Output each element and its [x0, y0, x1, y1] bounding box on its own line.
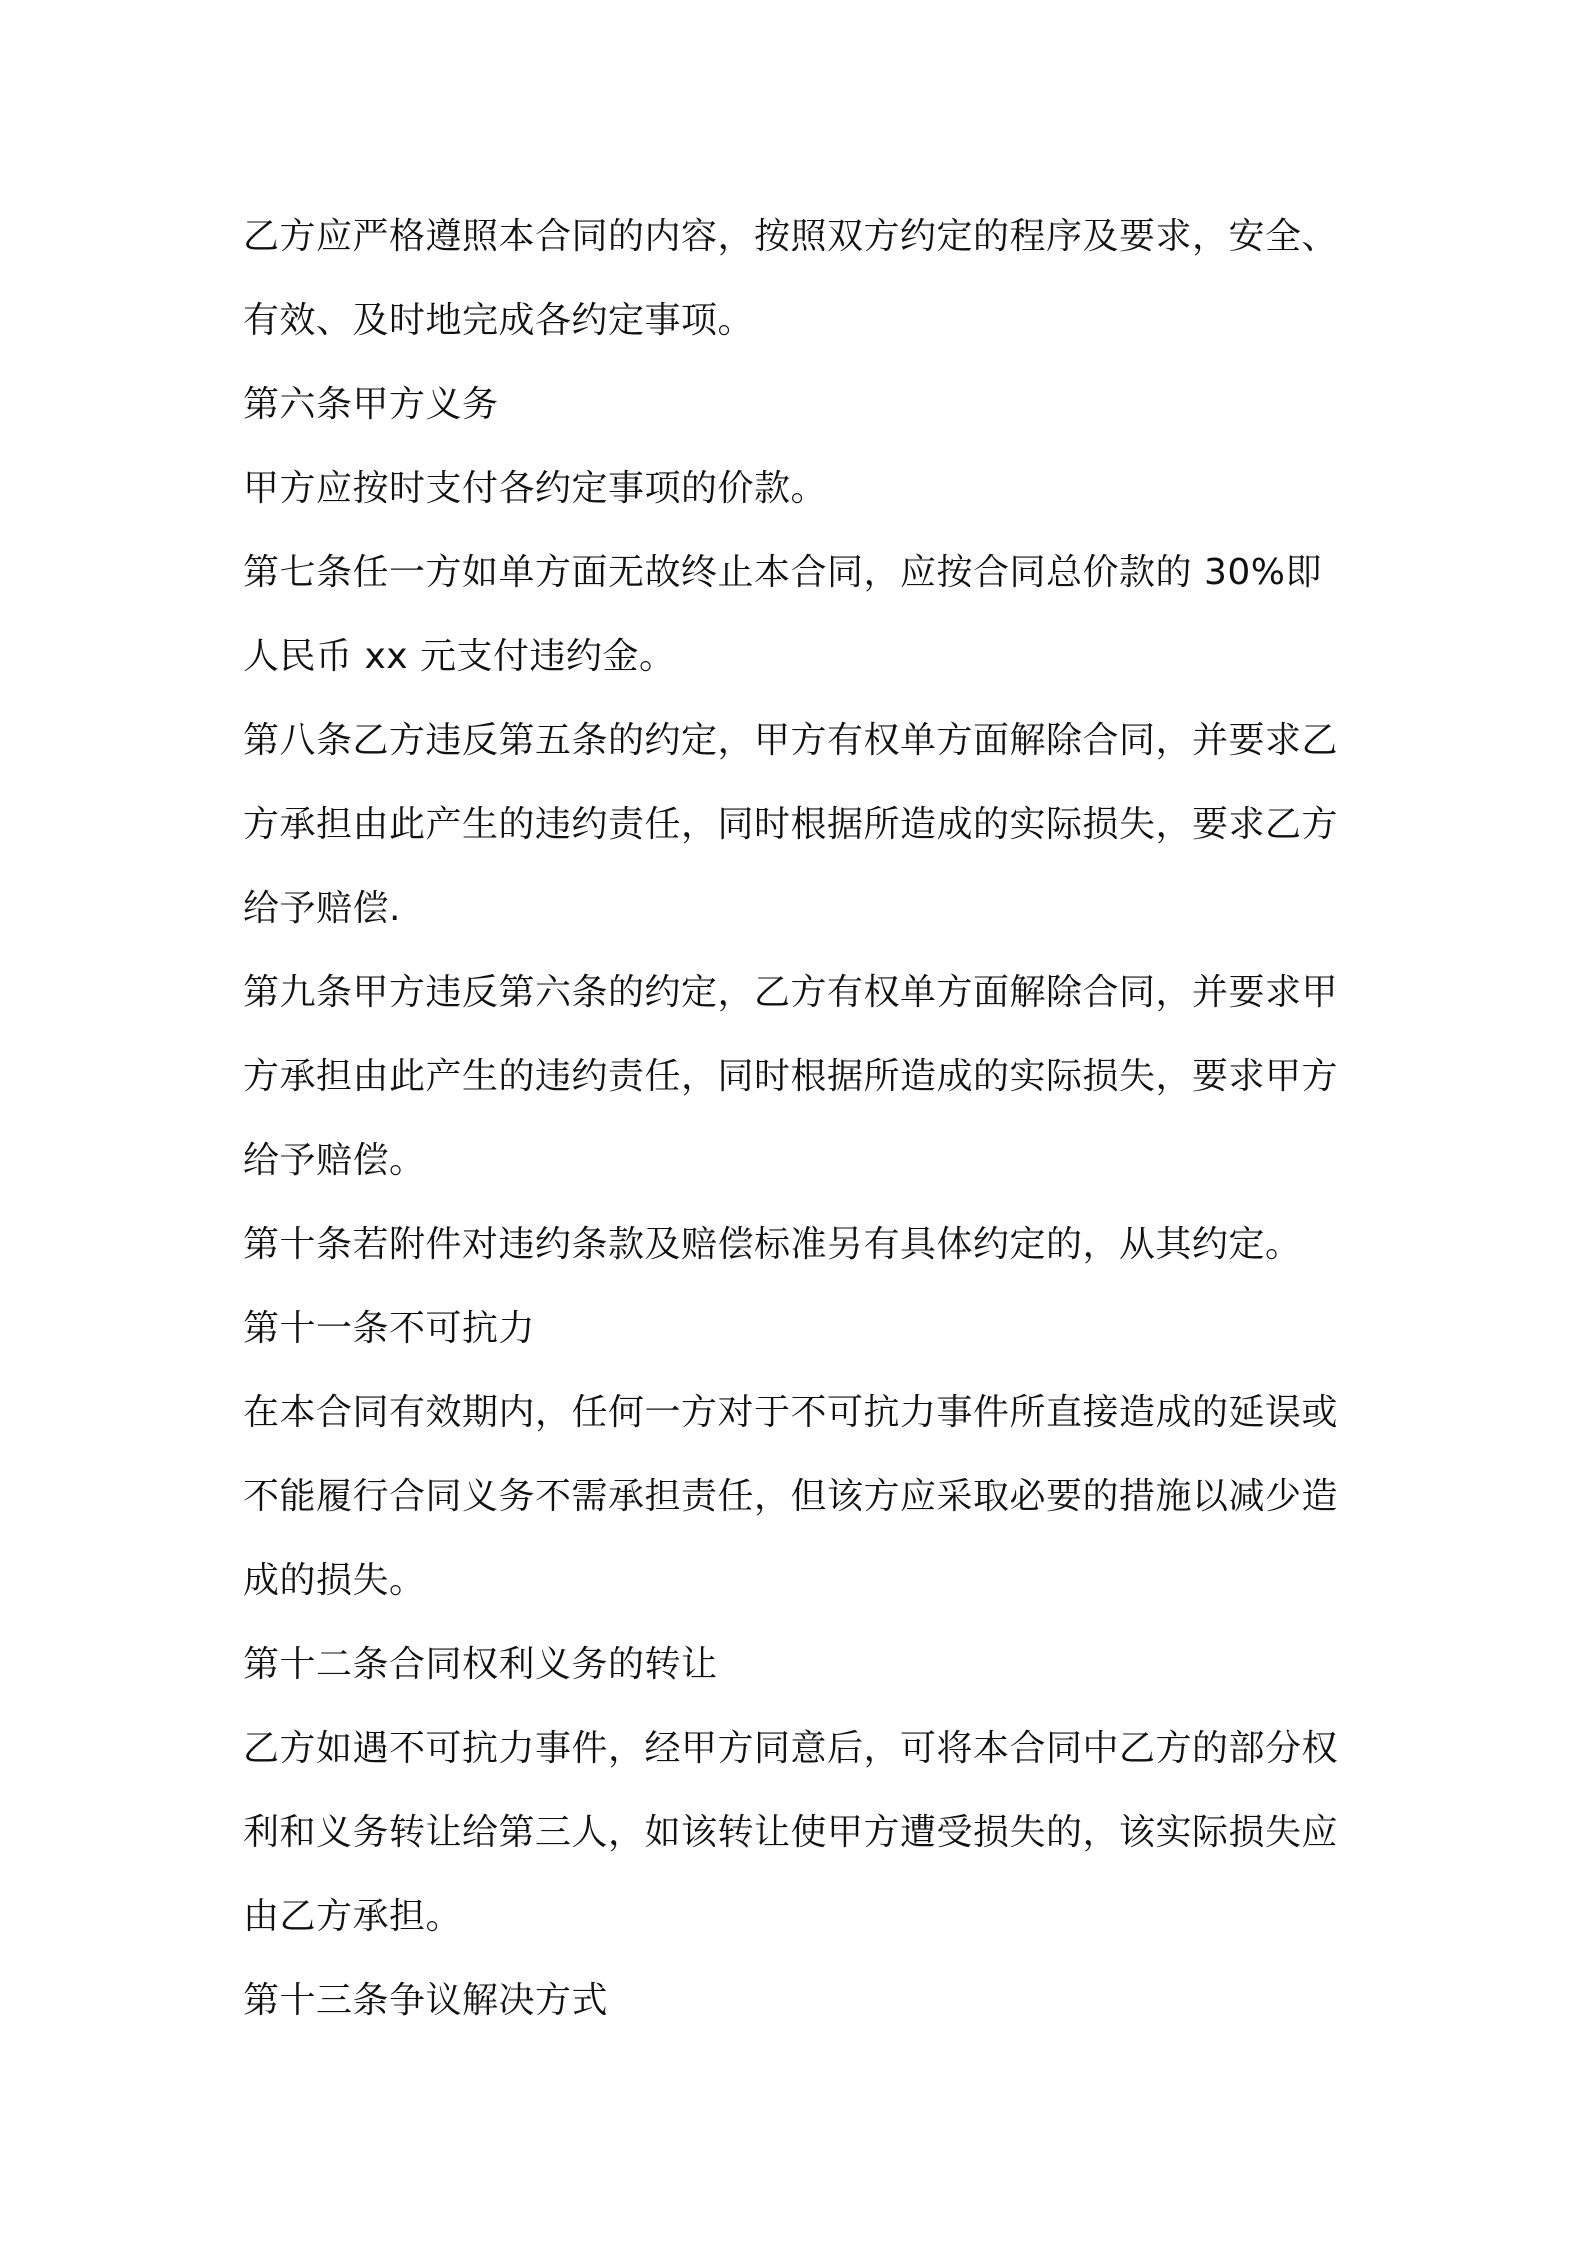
document-body	[243, 195, 1358, 2043]
text-line: 甲方应按时支付各约定事项的价款。	[243, 468, 828, 509]
article-heading: 第六条甲方义务	[243, 384, 499, 425]
text-line: 乙方如遇不可抗力事件，经甲方同意后，可将本合同中乙方的部分权	[243, 1728, 1339, 1769]
text-line: 方承担由此产生的违约责任，同时根据所造成的实际损失，要求甲方	[243, 1056, 1339, 1097]
text-line: 给予赔偿.	[243, 888, 401, 929]
text-line: 不能履行合同义务不需承担责任，但该方应采取必要的措施以减少造	[243, 1476, 1339, 1517]
text-line: 由乙方承担。	[243, 1896, 463, 1937]
text-line: 有效、及时地完成各约定事项。	[243, 300, 755, 341]
text-line: 成的损失。	[243, 1560, 426, 1601]
text-line: 在本合同有效期内，任何一方对于不可抗力事件所直接造成的延误或	[243, 1392, 1339, 1433]
text-line: 给予赔偿。	[243, 1140, 426, 1181]
text-line: 人民币 xx 元支付违约金。	[243, 636, 676, 677]
text-line: 第七条任一方如单方面无故终止本合同，应按合同总价款的 30%即	[243, 552, 1322, 593]
text-line: 乙方应严格遵照本合同的内容，按照双方约定的程序及要求，安全、	[243, 216, 1339, 257]
text-line: 利和义务转让给第三人，如该转让使甲方遭受损失的，该实际损失应	[243, 1812, 1339, 1853]
article-heading: 第十三条争议解决方式	[243, 1980, 609, 2021]
text-line: 第八条乙方违反第五条的约定，甲方有权单方面解除合同，并要求乙	[243, 720, 1339, 761]
text-line: 第九条甲方违反第六条的约定，乙方有权单方面解除合同，并要求甲	[243, 972, 1339, 1013]
text-line: 第十条若附件对违约条款及赔偿标准另有具体约定的，从其约定。	[243, 1224, 1302, 1265]
article-heading: 第十二条合同权利义务的转让	[243, 1644, 718, 1685]
text-line: 方承担由此产生的违约责任，同时根据所造成的实际损失，要求乙方	[243, 804, 1339, 845]
article-heading: 第十一条不可抗力	[243, 1308, 536, 1349]
